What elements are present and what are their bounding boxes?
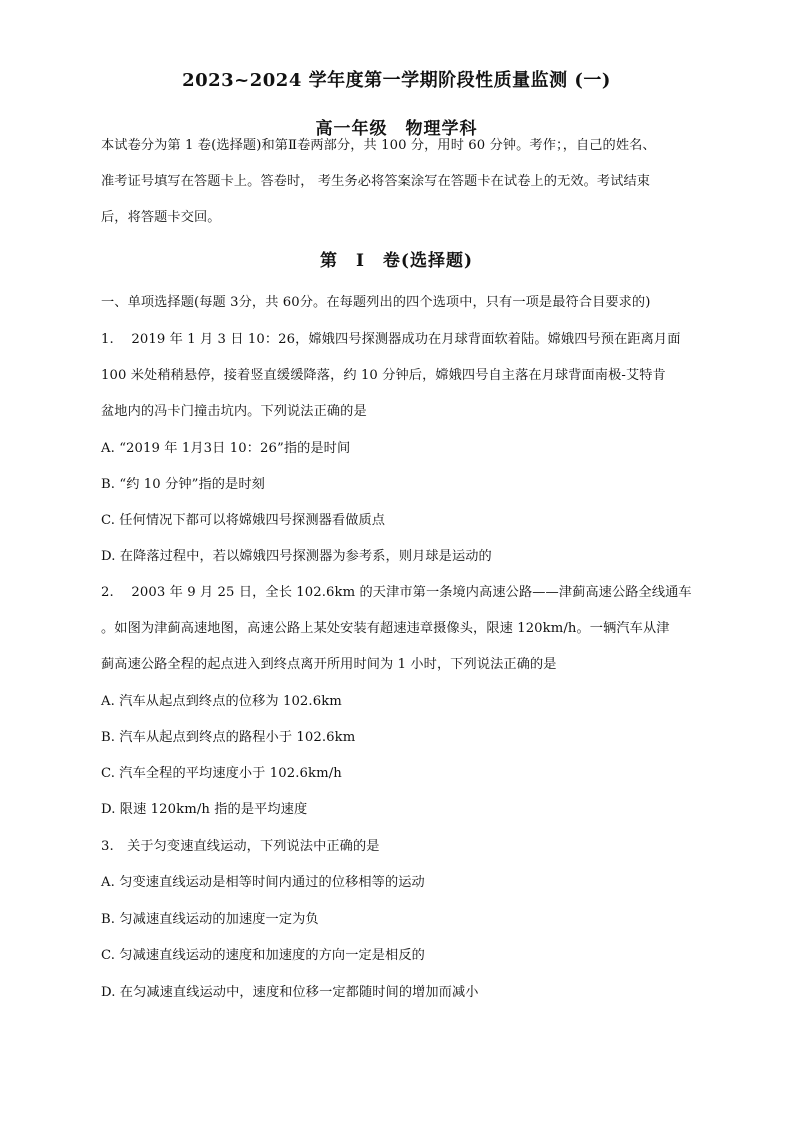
- section-title: 第 Ⅰ 卷(选择题): [319, 251, 474, 271]
- question-1-option-b: B. “约 10 分钟”指的是时刻: [101, 477, 265, 492]
- question-1-stem: 盆地内的冯卡门撞击坑内。下列说法正确的是: [101, 404, 367, 419]
- question-3-option-a: A. 匀变速直线运动是相等时间内通过的位移相等的运动: [101, 875, 425, 890]
- exam-title: 2023~2024 学年度第一学期阶段性质量监测 (一): [182, 70, 611, 91]
- question-2-option-c: C. 汽车全程的平均速度小于 102.6km/h: [101, 766, 342, 781]
- question-1-stem: 1. 2019 年 1 月 3 日 10：26，嫦娥四号探测器成功在月球背面软着陆。嫦娥四号预在距离月面: [101, 332, 681, 347]
- question-3-option-c: C. 匀减速直线运动的速度和加速度的方向一定是相反的: [101, 948, 425, 963]
- question-1-option-d: D. 在降落过程中，若以嫦娥四号探测器为参考系，则月球是运动的: [101, 549, 492, 564]
- question-2-stem: 2. 2003 年 9 月 25 日，全长 102.6km 的天津市第一条境内高速公路——津蓟高速公路全线通车: [101, 585, 692, 600]
- question-3-option-b: B. 匀减速直线运动的加速度一定为负: [101, 912, 319, 927]
- question-2-option-b: B. 汽车从起点到终点的路程小于 102.6km: [101, 730, 356, 745]
- question-3-option-d: D. 在匀减速直线运动中，速度和位移一定都随时间的增加而减小: [101, 985, 479, 1000]
- question-3-stem: 3. 关于匀变速直线运动，下列说法中正确的是: [101, 839, 380, 854]
- question-1-option-c: C. 任何情况下都可以将嫦娥四号探测器看做质点: [101, 513, 386, 528]
- question-2-option-d: D. 限速 120km/h 指的是平均速度: [101, 802, 308, 817]
- intro-line: 准考证号填写在答题卡上。答卷时， 考生务必将答案涂写在答题卡在试卷上的无效。考试结束: [101, 174, 651, 189]
- question-1-option-a: A. “2019 年 1月3日 10：26”指的是时间: [101, 441, 351, 456]
- intro-line: 本试卷分为第 1 卷(选择题)和第Ⅱ卷两部分，共 100 分，用时 60 分钟。考作；，自己的姓名、: [101, 138, 656, 153]
- grade-subject-title: 高一年级 物理学科: [315, 119, 478, 139]
- section-instruction: 一、单项选择题(每题 3分，共 60分。在每题列出的四个选项中，只有一项是最符合目要求的): [101, 295, 651, 310]
- question-2-stem: 。如图为津蓟高速地图，高速公路上某处安装有超速违章摄像头，限速 120km/h。一辆汽车从津: [101, 621, 670, 636]
- question-2-option-a: A. 汽车从起点到终点的位移为 102.6km: [101, 694, 342, 709]
- intro-line: 后，将答题卡交回。: [101, 210, 221, 225]
- question-1-stem: 100 米处稍稍悬停，接着竖直缓缓降落，约 10 分钟后，嫦娥四号自主落在月球背面南极-艾特肯: [101, 368, 666, 383]
- question-2-stem: 蓟高速公路全程的起点进入到终点离开所用时间为 1 小时，下列说法正确的是: [101, 657, 557, 672]
